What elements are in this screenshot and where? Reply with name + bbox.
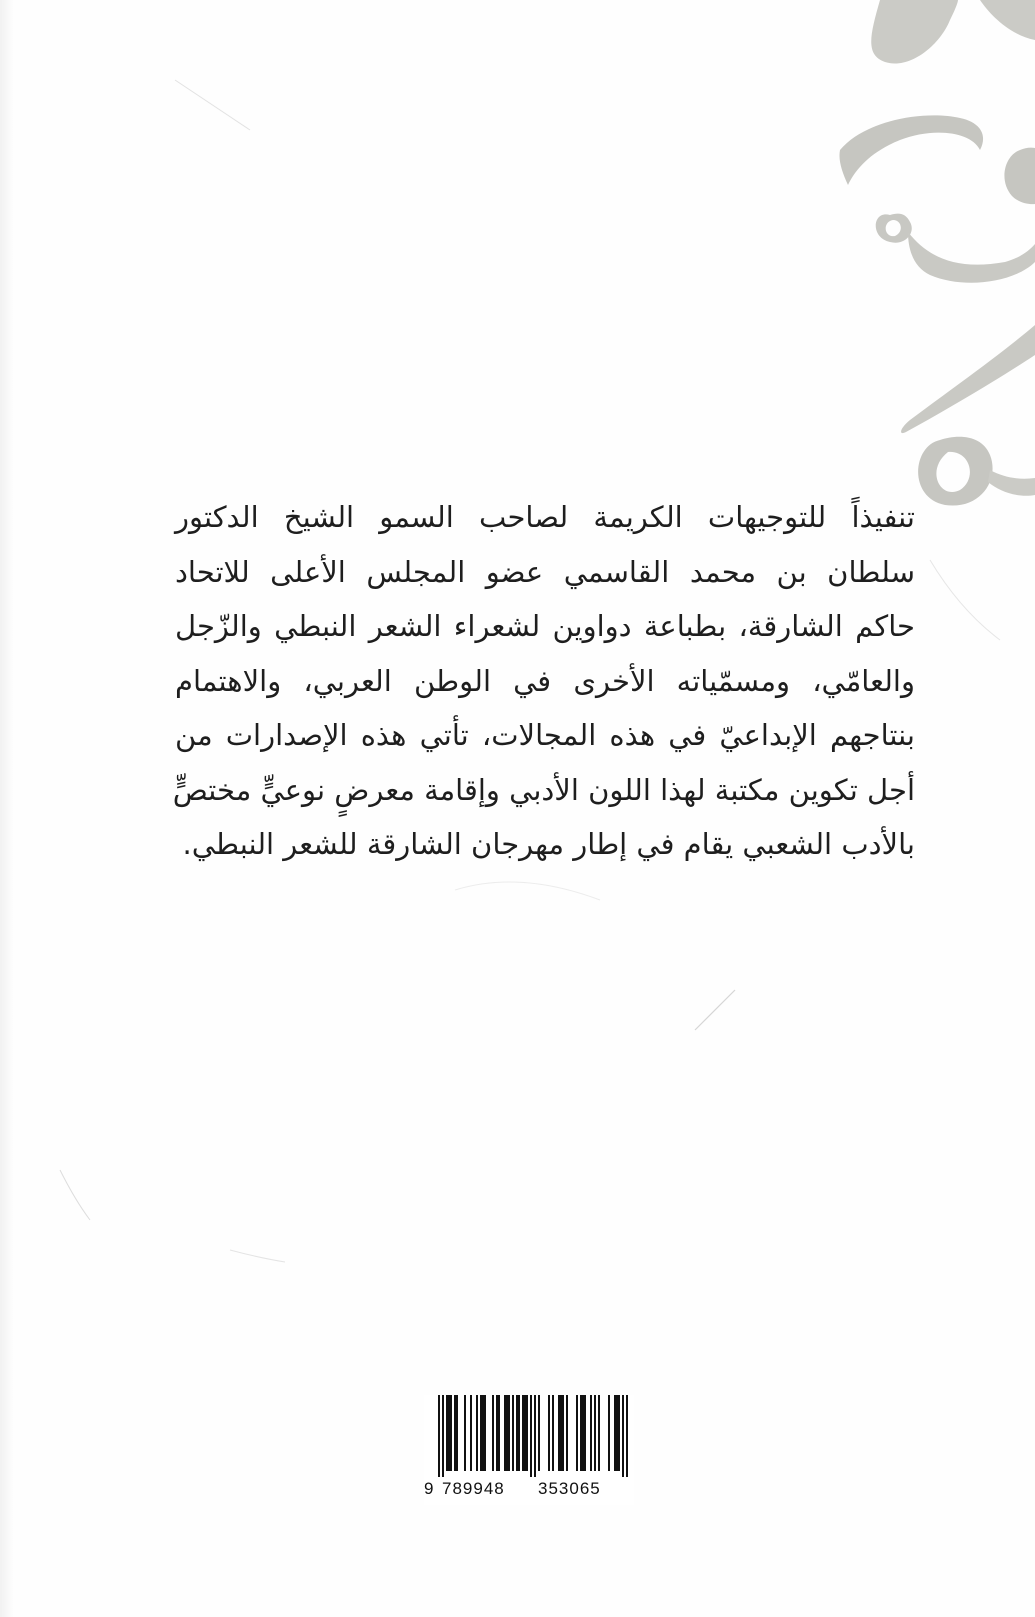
blurb-line: حاكم الشارقة، بطباعة دواوين لشعراء الشعر النبطي والزّجل bbox=[175, 609, 915, 643]
barcode-bar bbox=[446, 1395, 448, 1471]
barcode-bar bbox=[516, 1395, 518, 1471]
barcode-bar bbox=[504, 1395, 506, 1471]
calligraphy-stroke-diagonal bbox=[901, 325, 1035, 433]
barcode-bar bbox=[512, 1395, 514, 1471]
barcode-bar bbox=[552, 1395, 554, 1471]
barcode-bar bbox=[562, 1395, 564, 1471]
barcode-guard-bar bbox=[442, 1395, 444, 1477]
barcode-bar bbox=[538, 1395, 540, 1471]
spine-shadow bbox=[0, 0, 14, 1617]
barcode-bar bbox=[594, 1395, 596, 1471]
barcode-guard-bar bbox=[530, 1395, 532, 1477]
barcode-bar bbox=[548, 1395, 550, 1471]
barcode-bar bbox=[518, 1395, 520, 1471]
barcode-bar bbox=[584, 1395, 586, 1471]
barcode-bar bbox=[496, 1395, 498, 1471]
blurb-text bbox=[172, 490, 915, 872]
barcode-bar bbox=[522, 1395, 524, 1471]
barcode-bar bbox=[456, 1395, 458, 1471]
calligraphy-stroke-hook bbox=[839, 115, 983, 185]
calligraphy-ornament bbox=[830, 0, 1035, 540]
barcode-guard-bar bbox=[626, 1395, 628, 1477]
barcode-guard-bar bbox=[534, 1395, 536, 1477]
barcode-bar bbox=[560, 1395, 562, 1471]
barcode-bar bbox=[590, 1395, 592, 1471]
calligraphy-stroke-tail bbox=[908, 232, 1035, 283]
barcode-bar bbox=[618, 1395, 620, 1471]
barcode-bar bbox=[558, 1395, 560, 1471]
barcode-bar bbox=[470, 1395, 472, 1471]
barcode-bar bbox=[508, 1395, 510, 1471]
calligraphy-stroke-loop bbox=[918, 437, 992, 506]
barcode-bar bbox=[566, 1395, 568, 1471]
blurb-line: تنفيذاً للتوجيهات الكريمة لصاحب السمو الشيخ الدكتور bbox=[175, 500, 915, 534]
calligraphy-stroke-bulb bbox=[1004, 148, 1035, 205]
barcode-left-digits: 789948 bbox=[442, 1479, 505, 1498]
barcode-bar bbox=[524, 1395, 526, 1471]
barcode-bar bbox=[598, 1395, 600, 1471]
blurb-line: بالأدب الشعبي يقام في إطار مهرجان الشارقة للشعر النبطي. bbox=[182, 827, 915, 861]
barcode-bar bbox=[492, 1395, 494, 1471]
barcode-bar bbox=[448, 1395, 450, 1471]
calligraphy-stroke-top bbox=[871, 0, 958, 64]
calligraphy-stroke-final bbox=[988, 470, 1035, 496]
blurb-line: سلطان بن محمد القاسمي عضو المجلس الأعلى للاتحاد bbox=[175, 554, 915, 589]
barcode-bar bbox=[608, 1395, 610, 1471]
barcode-bar bbox=[476, 1395, 478, 1471]
barcode-bar bbox=[614, 1395, 616, 1471]
barcode-guard-bar bbox=[622, 1395, 624, 1477]
calligraphy-stroke-circle bbox=[876, 214, 912, 243]
blurb-line: أجل تكوين مكتبة لهذا اللون الأدبي وإقامة معرضٍ نوعيٍّ مختصٍّ bbox=[172, 772, 915, 807]
barcode-bar bbox=[498, 1395, 500, 1471]
blurb-line: بنتاجهم الإبداعيّ في هذه المجالات، تأتي هذه الإصدارات من bbox=[175, 718, 915, 752]
barcode-bar bbox=[464, 1395, 466, 1471]
barcode-bar bbox=[482, 1395, 484, 1471]
barcode-bar bbox=[580, 1395, 582, 1471]
barcode-bar bbox=[582, 1395, 584, 1471]
barcode-bar bbox=[450, 1395, 452, 1471]
barcode-lead-digit: 9 bbox=[424, 1479, 434, 1498]
blurb-line: والعامّي، ومسمّياته الأخرى في الوطن العربي، والاهتمام bbox=[175, 663, 915, 698]
barcode-bars bbox=[424, 1395, 634, 1477]
calligraphy-stroke-top-right bbox=[980, 0, 1035, 40]
barcode-bar bbox=[526, 1395, 528, 1471]
barcode-bar bbox=[454, 1395, 456, 1471]
barcode-bar bbox=[576, 1395, 578, 1471]
barcode-bar bbox=[480, 1395, 482, 1471]
barcode-bar bbox=[506, 1395, 508, 1471]
barcode-guard-bar bbox=[438, 1395, 440, 1477]
barcode-bar bbox=[484, 1395, 486, 1471]
barcode-right-digits: 353065 bbox=[538, 1479, 601, 1498]
barcode-number bbox=[424, 1477, 634, 1501]
isbn-barcode bbox=[424, 1395, 634, 1505]
barcode-bar bbox=[616, 1395, 618, 1471]
